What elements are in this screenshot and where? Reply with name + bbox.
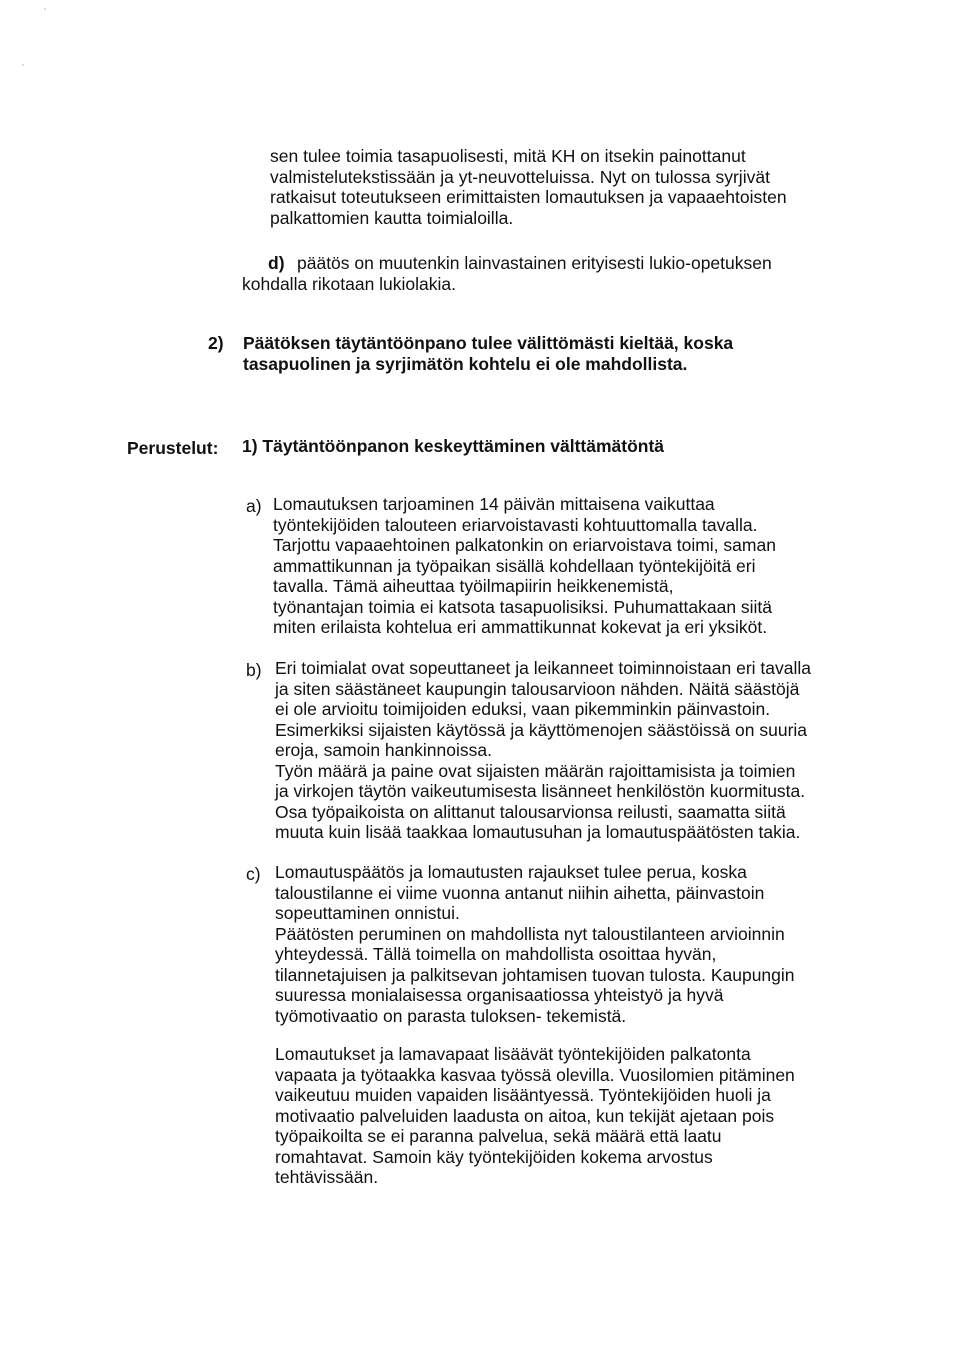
text-line: työpaikoilta se ei paranna palvelua, sekä määrä että laatu (275, 1126, 722, 1146)
item-b-marker: b) (246, 660, 262, 680)
text-line: taloustilanne ei viime vuonna antanut niihin aihetta, päinvastoin (275, 882, 765, 903)
item-a-paragraph (273, 494, 776, 638)
text-line: yhteydessä. Tällä toimella on mahdollista osoittaa hyvän, (275, 944, 717, 964)
text-line: suuressa monialaisessa organisaatiossa yhteistyö ja hyvä (275, 985, 724, 1005)
text-line: Lomautukset ja lamavapaat lisäävät työntekijöiden palkatonta (275, 1044, 751, 1064)
text-line: työntekijöiden talouteen eriarvoistavasti kohtuuttomalla tavalla. (273, 514, 758, 535)
text-line: ja virkojen täytön vaikeutumisesta lisänneet henkilöstön kuormitusta. (275, 781, 806, 801)
text-line: valmistelutekstissään ja yt-neuvotteluissa. Nyt on tulossa syrjivät (270, 166, 770, 187)
item-a-marker: a) (246, 496, 262, 516)
text-line: palkattomien kautta toimialoilla. (270, 207, 514, 228)
text-line: tilannetajuisen ja palkitsevan johtamisen tuovan tulosta. Kaupungin (275, 964, 795, 985)
scan-speck (22, 64, 24, 66)
item-c-paragraph (275, 862, 795, 1026)
text-line: Tarjottu vapaaehtoinen palkatonkin on eriarvoistava toimi, saman (273, 535, 776, 555)
text-line: vaikeutuu muiden vapaiden lisääntyessä. Työntekijöiden huoli ja (275, 1085, 771, 1105)
text-line: Päätöksen täytäntöönpano tulee välittömästi kieltää, koska (243, 333, 734, 353)
text-line: työmotivaatio on parasta tuloksen- tekemistä. (275, 1005, 627, 1026)
text-line: muuta kuin lisää taakkaa lomautusuhan ja lomautuspäätösten takia. (275, 822, 801, 842)
text-line: vapaata ja työtaakka kasvaa työssä olevilla. Vuosilomien pitäminen (275, 1064, 795, 1085)
perustelut-label: Perustelut: (127, 438, 219, 458)
text-line: ja siten säästäneet kaupungin talousarvioon nähden. Näitä säästöjä (275, 678, 800, 699)
text-line: tehtävissään. (275, 1167, 379, 1187)
item-c-marker: c) (246, 864, 261, 884)
item-d-text (297, 253, 772, 274)
text-line: työnantajan toimia ei katsota tasapuolisiksi. Puhumattakaan siitä (273, 596, 773, 617)
item-2-text (243, 333, 733, 374)
text-line: tavalla. Tämä aiheuttaa työilmapiirin heikkenemistä, (273, 576, 674, 596)
perustelut-heading: 1) Täytäntöönpanon keskeyttäminen välttämätöntä (242, 436, 665, 456)
text-line: Esimerkiksi sijaisten käytössä ja käyttömenojen säästöissä on suuria (275, 719, 808, 740)
text-line: Työn määrä ja paine ovat sijaisten määrän rajoittamisista ja toimien (275, 760, 796, 781)
text-line: miten erilaista kohtelua eri ammattikunnat kokevat ja eri yksiköt. (273, 617, 768, 637)
text-line: Lomautuksen tarjoaminen 14 päivän mittaisena vaikuttaa (273, 494, 715, 514)
text-line: päätös on muutenkin lainvastainen erityisesti lukio-opetuksen (297, 253, 772, 273)
text-line: romahtavat. Samoin käy työntekijöiden kokema arvostus (275, 1146, 713, 1167)
text-line: ammattikunnan ja työpaikan sisällä kohdellaan työntekijöitä eri (273, 555, 756, 576)
text-line: sopeuttaminen onnistui. (275, 903, 460, 923)
text-line: tasapuolinen ja syrjimätön kohtelu ei ole mahdollista. (243, 353, 688, 374)
closing-paragraph (275, 1044, 795, 1188)
intro-paragraph (270, 146, 787, 228)
item-d-marker: d) (268, 253, 285, 273)
text-line: motivaatio palveluiden laadusta on aitoa, kun tekijät ajetaan pois (275, 1105, 775, 1126)
text-line: sen tulee toimia tasapuolisesti, mitä KH on itsekin painottanut (270, 146, 746, 166)
scan-speck (44, 8, 46, 10)
text-line: Eri toimialat ovat sopeuttaneet ja leikanneet toiminnoistaan eri tavalla (275, 658, 812, 678)
text-line: ratkaisut toteutukseen erimittaisten lomautuksen ja vapaaehtoisten (270, 187, 787, 207)
text-line: eroja, samoin hankinnoissa. (275, 740, 492, 760)
item-b-paragraph (275, 658, 811, 843)
text-line: kohdalla rikotaan lukiolakia. (242, 274, 457, 294)
text-line: Päätösten peruminen on mahdollista nyt taloustilanteen arvioinnin (275, 923, 785, 944)
item-d-continuation (242, 274, 456, 295)
text-line: Osa työpaikoista on alittanut talousarvionsa reilusti, saamatta siitä (275, 801, 786, 822)
item-2-marker: 2) (208, 333, 224, 353)
text-line: ei ole arvioitu toimijoiden eduksi, vaan pikemminkin päinvastoin. (275, 699, 771, 719)
text-line: Lomautuspäätös ja lomautusten rajaukset tulee perua, koska (275, 862, 747, 882)
